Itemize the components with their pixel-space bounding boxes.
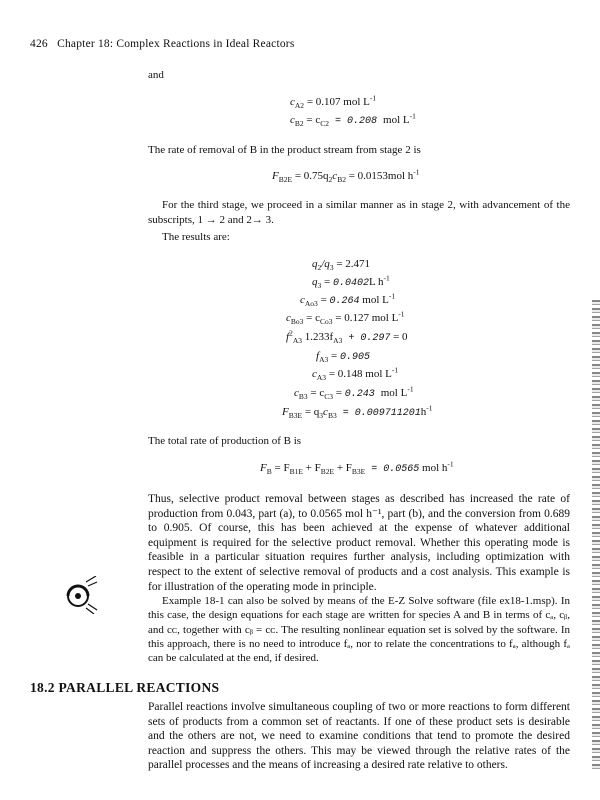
result-cA3: $c_{A3} = 0.148$ mol $L^{-1}$: [312, 365, 399, 383]
text-and: and: [148, 69, 164, 81]
equation-FB2E: $F_{B2E} = 0.75q_2c_{B2} = 0.0153mol$ $h^{-1}$: [272, 167, 420, 185]
equation-cB2: $c_{B2} = c_{C2} = 0.208$ mol $L^{-1}$: [290, 111, 416, 129]
result-q2-q3: $q_2/q_3 = 2.471$: [312, 258, 371, 273]
paragraph-ez-solve: Example 18-1 can also be solved by means of the E-Z Solve software (file ex18-1.msp). In this case, the design equations for each stage are written for species A and B in terms of cₐ, cᵦ, and cᴄ, together with cᵦ = cᴄ. The resulting nonlinear equation set is solved by the software. In this approach, there is no need to introduce fₐ, nor to relate the concentrations to fₐ, although fₐ can be calculated at the end, if desired.: [148, 595, 570, 665]
result-cAo3: $c_{Ao3} = 0.264$ mol $L^{-1}$: [300, 291, 396, 309]
result-cBo3: $c_{Bo3} = c_{Co3} = 0.127$ mol $L^{-1}$: [286, 309, 405, 327]
paragraph-parallel-reactions: Parallel reactions involve simultaneous coupling of two or more reactions to form different sets of products from a common set of reactants. If one of these product sets is desirable and the others are not, we need to examine conditions that tend to promote the desired reaction and suppress the others. This may be viewed through the relative rates of the parallel processes and the means of increasing a desired rate relative to others.: [148, 701, 570, 772]
software-disk-icon: [64, 576, 98, 614]
text-results: The results are:: [162, 231, 230, 243]
scan-edge-artifact: [592, 300, 600, 770]
page-number: 426: [30, 38, 48, 50]
text-removal: The rate of removal of B in the product stream from stage 2 is: [148, 144, 421, 156]
result-FB3E: $F_{B3E} = q_3c_{B3} = 0.009711201h^{-1}$: [282, 403, 433, 421]
paragraph-selective-removal: Thus, selective product removal between stages as described has increased the rate of production from 0.043, part (a), to 0.0565 mol h⁻¹, part (b), and the conversion from 0.689 to 0.905. Of course, this has been achieved at the expense of whatever additional equipment is required for the selective product removal. Whether this operating mode is feasible in a particular situation requires further analysis, including optimization with respect to the extent of selective removal of products and a cost analysis. This example is for illustration of the operating mode in principle.: [148, 493, 570, 593]
text-third-stage: For the third stage, we proceed in a similar manner as in stage 2, with advancement of the subscripts, 1 → 2 and 2→ 3.: [148, 199, 570, 226]
running-header: [30, 38, 295, 50]
result-quadratic-fA3: $f^2_{A3}$ $1.233f_{A3} + 0.297 = 0$: [286, 328, 408, 346]
section-heading: [30, 680, 219, 696]
result-cB3: $c_{B3} = c_{C3} = 0.243$ mol $L^{-1}$: [294, 384, 414, 402]
equation-cA2: $c_{A2} = 0.107$ mol $L^{-1}$: [290, 93, 377, 111]
result-fA3: $f_{A3} = 0.905$: [316, 350, 370, 365]
result-q3: $q_3 = 0.0402L$ $h^{-1}$: [312, 273, 390, 291]
text-total: The total rate of production of B is: [148, 435, 302, 447]
running-title: Chapter 18: Complex Reactions in Ideal Reactors: [57, 38, 295, 50]
section-number: 18.2: [30, 680, 55, 695]
section-title: PARALLEL REACTIONS: [58, 680, 220, 695]
equation-FB-total: $F_B = F_{B1E} + F_{B2E} + F_{B3E} = 0.0565$ mol $h^{-1}$: [260, 459, 454, 477]
